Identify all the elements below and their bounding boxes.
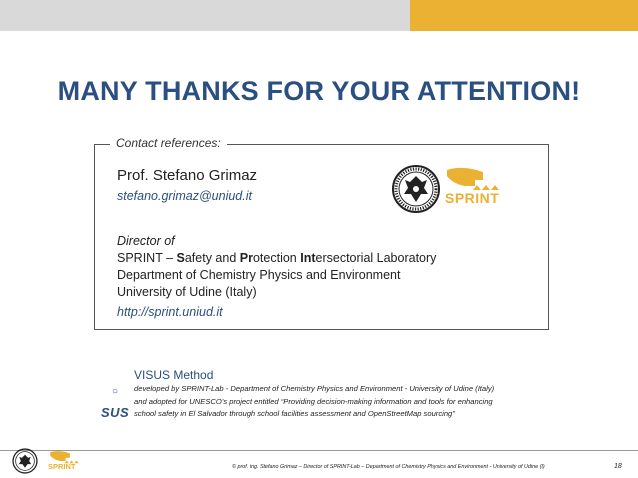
- university-seal-icon: [391, 164, 441, 214]
- lab-name-part: ersectorial Laboratory: [315, 251, 437, 265]
- university-seal-small-icon: [12, 448, 38, 474]
- footer-text: © prof. ing. Stefano Grimaz – Director of SPRINT-Lab – Department of Chemistry Physics and Environment - University of Udine (I): [232, 464, 545, 470]
- lab-name-part: otection: [252, 251, 301, 265]
- sprint-logo-small-text: SPRINT: [48, 462, 76, 471]
- lab-name-part: SPRINT –: [117, 251, 177, 265]
- department-name: Department of Chemistry Physics and Environment: [117, 268, 401, 282]
- lab-name-part: Pr: [239, 251, 253, 265]
- footer-divider: [0, 450, 638, 451]
- visus-description: [134, 383, 574, 421]
- visus-desc-line: and adopted for UNESCO’s project entitled “Providing decision-making information and tools for enhancing: [134, 396, 493, 406]
- lab-name-part: Int: [300, 251, 316, 265]
- contact-legend: Contact references:: [110, 136, 227, 150]
- lab-name-part: S: [176, 251, 185, 265]
- contact-name: Prof. Stefano Grimaz: [117, 167, 258, 184]
- bullet-circle: ○: [112, 386, 119, 397]
- visus-desc-line: school safety in El Salvador through school facilities assessment and OpenStreetMap sourcing”: [134, 409, 455, 418]
- lab-name-part: afety and: [184, 251, 240, 265]
- university-name: University of Udine (Italy): [117, 285, 257, 299]
- sprint-logo-text: SPRINT: [445, 190, 500, 206]
- sus-logo: SUS: [101, 405, 130, 420]
- director-of-label: Director of: [117, 234, 175, 248]
- visus-desc-line: developed by SPRINT-Lab - Department of Chemistry Physics and Environment - University of Udine (Italy): [134, 384, 495, 393]
- top-bar-gold: [410, 0, 638, 31]
- lab-name: [117, 251, 436, 265]
- slide-title: MANY THANKS FOR YOUR ATTENTION!: [57, 76, 581, 106]
- visus-title: VISUS Method: [134, 368, 214, 382]
- website-link[interactable]: http://sprint.uniud.it: [117, 305, 223, 319]
- top-bar-gray: [0, 0, 410, 31]
- contact-email-link[interactable]: stefano.grimaz@uniud.it: [117, 189, 252, 203]
- page-number: 18: [614, 463, 622, 470]
